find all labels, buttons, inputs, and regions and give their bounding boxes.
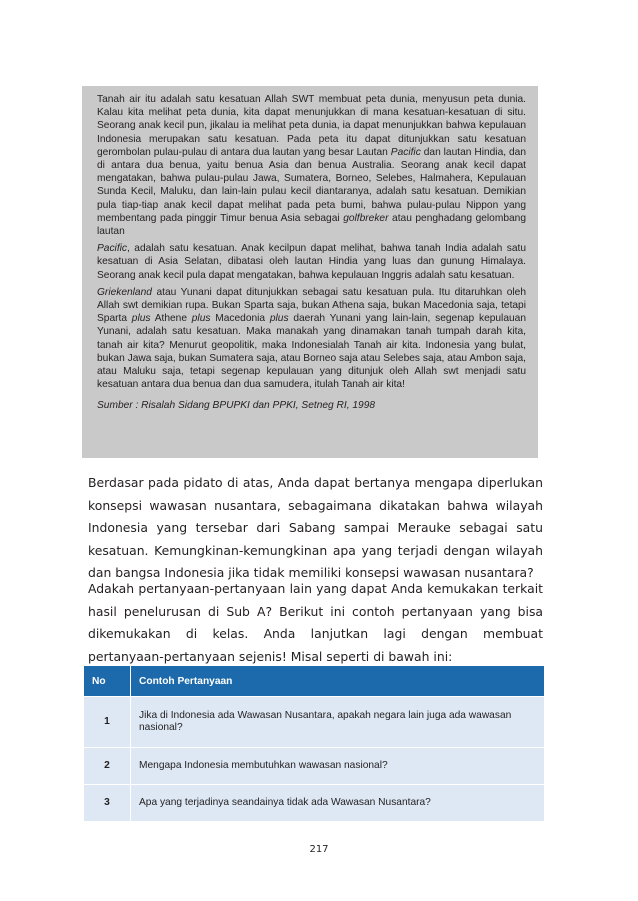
quote-text: daerah Yunani yang lain-lain, segenap kepulauan Yunani, adalah satu kesatuan. Maka manakah yang dinamakan tanah tumpah darah kita, tanah air kita? Menurut geopolitik, maka Indonesialah Tanah air kita. Indonesia yang bulat, bukan Jawa saja, bukan Sumatera saja, atau Borneo saja atau Selebes saja, atau Ambon saja, atau Maluku saja, tetapi segenap kepulauan yang ditunjuk oleh Allah swt menjadi satu kesatuan antara dua benua dan dua samudera, itulah Tanah air kita! — [97, 313, 526, 391]
table-cell-question: Apa yang terjadinya seandainya tidak ada Wawasan Nusantara? — [131, 785, 545, 822]
quote-italic-term: plus — [269, 313, 289, 325]
quote-text: Athene — [150, 313, 192, 325]
quote-text: atau penghadang gelombang lautan — [97, 212, 526, 238]
quote-box — [82, 86, 538, 458]
quote-italic-term: Pacific — [390, 146, 421, 158]
quote-italic-term: Pacific — [97, 243, 128, 255]
quote-italic-term: plus — [131, 313, 151, 325]
table-header-question: Contoh Pertanyaan — [131, 666, 545, 697]
body-paragraph-2 — [88, 578, 543, 668]
quote-source — [97, 399, 526, 412]
body-paragraph-text: Adakah pertanyaan-pertanyaan lain yang dapat Anda kemukakan terkait hasil penelurusan di Sub A? Berikut ini contoh pertanyaan yang bisa dikemukakan di kelas. Anda lanjutkan lagi dengan membuat pertanyaan-pertanyaan sejenis! Misal seperti di bawah ini: — [88, 581, 543, 664]
quote-text: Tanah air itu adalah satu kesatuan Allah SWT membuat peta dunia, menyusun peta dunia. Kalau kita melihat peta dunia, kita dapat menunjukkan di mana kesatuan-kesatuan di situ. Seorang anak kecil pun, jikalau ia melihat peta dunia, ia dapat menunjukkan bahwa kepulauan Indonesia merupakan satu kesatuan. Pada peta itu dapat ditunjukkan satu kesatuan gerombolan pulau-pulau di antara dua lautan yang besar Lautan — [97, 94, 526, 158]
quote-paragraph-1 — [97, 93, 526, 238]
quote-italic-term: Griekenland — [97, 286, 152, 298]
table-cell-question: Jika di Indonesia ada Wawasan Nusantara, apakah negara lain juga ada wawasan nasional? — [131, 697, 545, 748]
quote-source-text: Sumber : Risalah Sidang BPUPKI dan PPKI, Setneg RI, 1998 — [97, 400, 376, 412]
page-number: 217 — [309, 844, 329, 855]
quote-text: dan lautan Hindia, dan di antara dua benua, yaitu benua Asia dan benua Australia. Seorang anak kecil dapat mengatakan, bahwa pulau-pulau Jawa, Sumatera, Borneo, Selebes, Halmahera, Kepulauan Sunda Kecil, Maluku, dan lain-lain pulau kecil diantaranya, adalah satu kesatuan. Demikian pula tiap-tiap anak kecil dapat melihat pada peta bumi, bahwa pulau-pulau Nippon yang membentang pada pinggir Timur benua Asia sebagai — [97, 146, 527, 224]
quote-text: , adalah satu kesatuan. Anak kecilpun dapat melihat, bahwa tanah India adalah satu kesatuan di Asia Selatan, dibatasi oleh lautan Hindia yang luas dan gunung Himalaya. Seorang anak kecil pula dapat mengatakan, bahwa kepulauan Inggris adalah satu kesatuan. — [97, 243, 526, 281]
quote-italic-term: golfbreker — [343, 212, 389, 224]
table-header-no: No — [84, 666, 131, 697]
questions-table — [83, 665, 545, 822]
table-cell-no: 2 — [84, 748, 131, 785]
quote-text: Macedonia — [210, 313, 270, 325]
body-paragraph-text: Berdasar pada pidato di atas, Anda dapat bertanya mengapa diperlukan konsepsi wawasan nusantara, sebagaimana dikatakan bahwa wilayah Indonesia yang tersebar dari Sabang sampai Merauke sebagai satu kesatuan. Kemungkinan-kemungkinan apa yang terjadi dengan wilayah dan bangsa Indonesia jika tidak memiliki konsepsi wawasan nusantara? — [88, 475, 543, 580]
table-cell-question: Mengapa Indonesia membutuhkan wawasan nasional? — [131, 748, 545, 785]
table-header-row — [84, 666, 545, 697]
quote-italic-term: plus — [191, 313, 211, 325]
quote-paragraph-3 — [97, 286, 526, 392]
table-row — [84, 697, 545, 748]
quote-text: atau Yunani dapat ditunjukkan sebagai satu kesatuan pula. Itu ditaruhkan oleh Allah swt demikian rupa. Bukan Sparta saja, bukan Athena saja, bukan Macedonia saja, tetapi Sparta — [97, 286, 526, 325]
table-cell-no: 1 — [84, 697, 131, 748]
table-row — [84, 748, 545, 785]
table-row — [84, 785, 545, 822]
table-cell-no: 3 — [84, 785, 131, 822]
body-paragraph-1 — [88, 472, 543, 585]
quote-paragraph-2 — [97, 242, 526, 282]
